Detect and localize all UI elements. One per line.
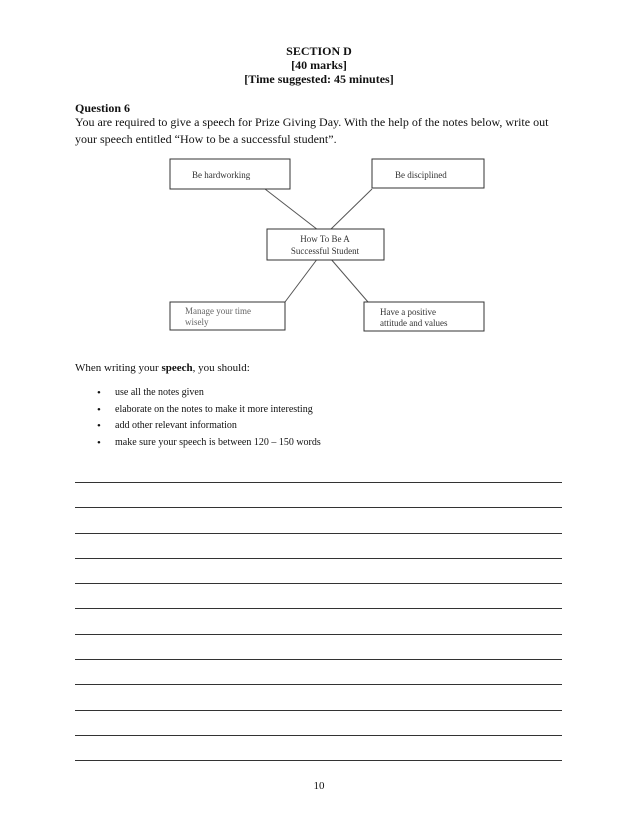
question-number: Question 6 [75, 101, 131, 115]
writing-line[interactable] [75, 711, 562, 736]
box-top-right [372, 159, 484, 188]
intro-bold: speech [161, 362, 193, 374]
page-number: 10 [313, 780, 325, 792]
box-bottom-left-line1: Manage your time [185, 306, 251, 316]
box-top-left-label: Be hardworking [192, 170, 251, 180]
writing-line[interactable] [75, 584, 562, 609]
writing-lines [75, 482, 562, 761]
box-center-line1: How To Be A [300, 234, 350, 244]
box-top-right-label: Be disciplined [395, 170, 447, 180]
writing-line[interactable] [75, 534, 562, 559]
intro-before: When writing your [75, 362, 162, 374]
mind-map-diagram [0, 0, 638, 340]
section-time: [Time suggested: 45 minutes] [244, 72, 394, 86]
list-item: • add other relevant information [97, 418, 321, 435]
box-top-left [170, 159, 290, 189]
section-marks: [40 marks] [291, 58, 347, 72]
list-item: • elaborate on the notes to make it more interesting [97, 402, 321, 419]
intro-after: , you should: [192, 362, 250, 374]
box-bottom-left-line2: wisely [185, 317, 209, 327]
box-center-line2: Successful Student [290, 246, 360, 256]
writing-line[interactable] [75, 483, 562, 508]
section-title: SECTION D [286, 44, 352, 58]
instructions-intro [75, 362, 250, 374]
writing-line[interactable] [75, 635, 562, 660]
instructions-list [97, 385, 321, 451]
writing-line[interactable] [75, 559, 562, 584]
question-text: You are required to give a speech for Prize Giving Day. With the help of the notes below, write out your speech entitled “How to be a successful student”. [75, 115, 549, 146]
box-bottom-right-line2: attitude and values [380, 318, 448, 328]
writing-line[interactable] [75, 736, 562, 761]
box-bottom-right-line1: Have a positive [380, 307, 436, 317]
list-item: • make sure your speech is between 120 – 150 words [97, 435, 321, 452]
box-center [267, 229, 384, 260]
writing-line[interactable] [75, 508, 562, 533]
writing-line[interactable] [75, 660, 562, 685]
writing-line[interactable] [75, 685, 562, 710]
box-bottom-right [364, 302, 484, 331]
box-bottom-left [170, 302, 285, 330]
list-item: • use all the notes given [97, 385, 321, 402]
writing-line[interactable] [75, 609, 562, 634]
